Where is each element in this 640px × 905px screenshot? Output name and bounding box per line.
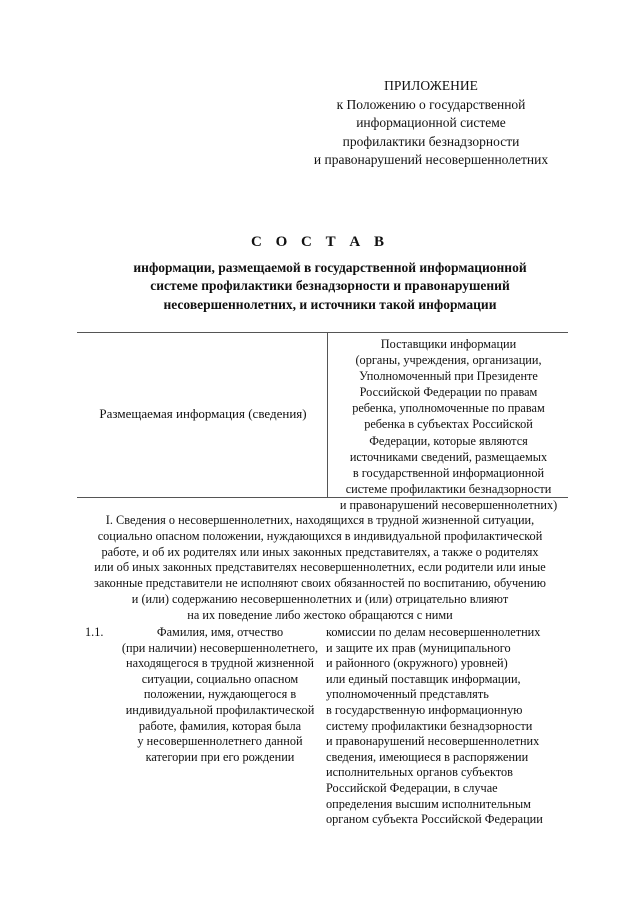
section-heading-line: социально опасном положении, нуждающихся в индивидуальной профилактической <box>97 528 543 543</box>
column-header-line: Российской Федерации по правам <box>359 385 538 400</box>
document-subtitle <box>60 259 600 314</box>
column-header-line: Федерации, которые являются <box>369 433 528 448</box>
column-header-sources <box>329 336 568 513</box>
row-source-line: органом субъекта Российской Федерации <box>326 812 543 827</box>
row-source-line: и правонарушений несовершеннолетних <box>326 734 540 749</box>
subtitle-line: системе профилактики безнадзорности и правонарушений <box>150 278 510 294</box>
row-info-line: Фамилия, имя, отчество <box>156 625 284 639</box>
row-source-line: определения высшим исполнительным <box>326 796 531 811</box>
appendix-block <box>300 77 562 170</box>
section-heading-line: I. Сведения о несовершеннолетних, находящихся в трудной жизненной ситуации, <box>105 513 535 527</box>
row-source-line: Российской Федерации, в случае <box>326 780 498 795</box>
section-heading-line: на их поведение либо жестоко обращаются с ними <box>187 607 453 622</box>
row-source-line: исполнительных органов субъектов <box>326 765 513 780</box>
row-info-line: находящегося в трудной жизненной <box>125 656 314 671</box>
row-info-line: работе, фамилия, которая была <box>138 718 302 733</box>
row-info-line: у несовершеннолетнего данной <box>137 734 303 749</box>
row-source-line: и защите их прав (муниципального <box>326 640 511 655</box>
column-header-line: и правонарушений несовершеннолетних) <box>339 497 558 512</box>
table-top-rule <box>77 332 568 333</box>
section-heading-line: работе, и об их родителях или иных законных представителях, а также о родителях <box>101 544 539 559</box>
section-heading-line: и (или) содержанию несовершеннолетних и (или) отрицательно влияют <box>131 591 509 606</box>
row-source-line: в государственную информационную <box>326 702 523 717</box>
row-number: 1.1. <box>85 625 104 639</box>
row-info-cell <box>106 625 334 765</box>
section-heading <box>70 513 570 624</box>
document-title: С О С Т А В <box>251 234 389 250</box>
column-header-line: Уполномоченный при Президенте <box>359 369 538 384</box>
row-source-line: комиссии по делам несовершеннолетних <box>326 625 541 639</box>
section-heading-line: или об иных законных представителях несовершеннолетних, если родители или иные <box>94 560 546 575</box>
column-header-line: ребенка, уполномоченные по правам <box>352 401 545 416</box>
table-column-divider <box>327 333 328 497</box>
column-header-line: источниками сведений, размещаемых <box>349 449 548 464</box>
appendix-line: и правонарушений несовершеннолетних <box>313 152 549 168</box>
column-header-info: Размещаемая информация (сведения) <box>99 406 307 421</box>
column-header-line: (органы, учреждения, организации, <box>355 353 542 368</box>
subtitle-line: информации, размещаемой в государственной информационной <box>133 260 527 275</box>
row-source-line: и районного (окружного) уровней) <box>326 656 508 671</box>
row-info-line: ситуации, социально опасном <box>141 671 299 686</box>
section-heading-line: законные представители не исполняют своих обязанностей по воспитанию, обучению <box>94 576 546 591</box>
row-info-line: категории при его рождении <box>145 749 295 764</box>
row-source-cell <box>326 625 564 828</box>
row-source-line: уполномоченный представлять <box>326 687 489 702</box>
column-header-line: Поставщики информации <box>380 337 517 351</box>
row-source-line: или единый поставщик информации, <box>326 671 521 686</box>
row-info-line: (при наличии) несовершеннолетнего, <box>121 640 319 655</box>
appendix-line: профилактики безнадзорности <box>342 133 520 149</box>
row-source-line: сведения, имеющиеся в распоряжении <box>326 749 529 764</box>
appendix-line: к Положению о государственной <box>336 96 526 112</box>
column-header-line: ребенка в субъектах Российской <box>364 417 533 432</box>
appendix-line: информационной системе <box>356 115 506 131</box>
row-info-line: положении, нуждающегося в <box>143 687 297 702</box>
column-header-line: в государственной информационной <box>352 465 545 480</box>
appendix-title: ПРИЛОЖЕНИЕ <box>384 78 478 93</box>
subtitle-line: несовершеннолетних, и источники такой информации <box>163 296 497 312</box>
row-info-line: индивидуальной профилактической <box>125 702 315 717</box>
row-source-line: систему профилактики безнадзорности <box>326 718 533 733</box>
column-header-line: системе профилактики безнадзорности <box>345 481 552 496</box>
